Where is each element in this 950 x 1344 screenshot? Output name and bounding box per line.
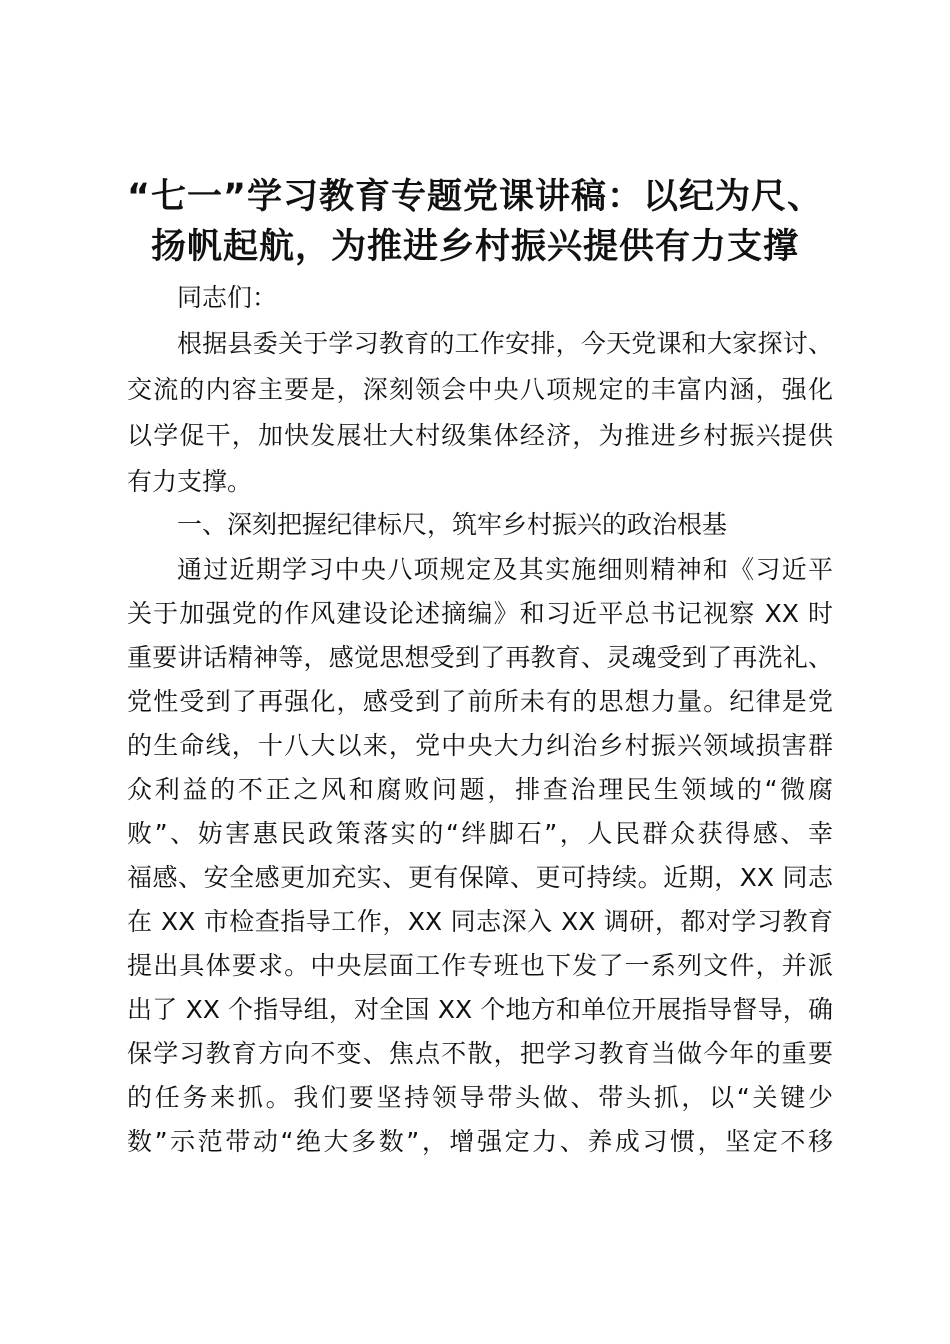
paragraph-line: 的生命线，十八大以来，党中央大力纠治乡村振兴领域损害群 bbox=[127, 731, 833, 760]
paragraph-line: 通过近期学习中央八项规定及其实施细则精神和《习近平 bbox=[177, 555, 833, 584]
paragraph-line: 根据县委关于学习教育的工作安排，今天党课和大家探讨、 bbox=[177, 329, 833, 358]
paragraph-line: 关于加强党的作风建设论述摘编》和习近平总书记视察 XX 时 bbox=[127, 599, 833, 628]
paragraph-line: 众利益的不正之风和腐败问题，排查治理民生领域的“微腐 bbox=[127, 775, 833, 804]
section-heading: 一、深刻把握纪律标尺，筑牢乡村振兴的政治根基 bbox=[177, 510, 728, 539]
paragraph-line: 败”、妨害惠民政策落实的“绊脚石”，人民群众获得感、幸 bbox=[127, 819, 833, 848]
paragraph-line: 以学促干，加快发展壮大村级集体经济，为推进乡村振兴提供 bbox=[127, 421, 833, 450]
document-title-line-2: 扬帆起航，为推进乡村振兴提供有力支撑 bbox=[150, 227, 799, 267]
paragraph-line: 党性受到了再强化，感受到了前所未有的思想力量。纪律是党 bbox=[127, 687, 833, 716]
paragraph-line: 保学习教育方向不变、焦点不散，把学习教育当做今年的重要 bbox=[127, 1039, 833, 1068]
paragraph-line: 的任务来抓。我们要坚持领导带头做、带头抓，以“关键少 bbox=[127, 1083, 833, 1112]
salutation: 同志们： bbox=[177, 283, 278, 312]
paragraph-line: 出了 XX 个指导组，对全国 XX 个地方和单位开展指导督导，确 bbox=[127, 995, 833, 1024]
paragraph-line: 重要讲话精神等，感觉思想受到了再教育、灵魂受到了再洗礼、 bbox=[127, 643, 833, 672]
document-title-line-1: “七一”学习教育专题党课讲稿：以纪为尺、 bbox=[126, 177, 823, 217]
paragraph-line: 福感、安全感更加充实、更有保障、更可持续。近期，XX 同志 bbox=[127, 863, 833, 892]
paragraph-line: 交流的内容主要是，深刻领会中央八项规定的丰富内涵，强化 bbox=[127, 375, 833, 404]
paragraph-line: 有力支撑。 bbox=[127, 467, 253, 496]
paragraph-line: 在 XX 市检查指导工作，XX 同志深入 XX 调研，都对学习教育 bbox=[127, 907, 833, 936]
paragraph-line: 提出具体要求。中央层面工作专班也下发了一系列文件，并派 bbox=[127, 951, 833, 980]
paragraph-line: 数”示范带动“绝大多数”，增强定力、养成习惯，坚定不移 bbox=[127, 1127, 833, 1156]
